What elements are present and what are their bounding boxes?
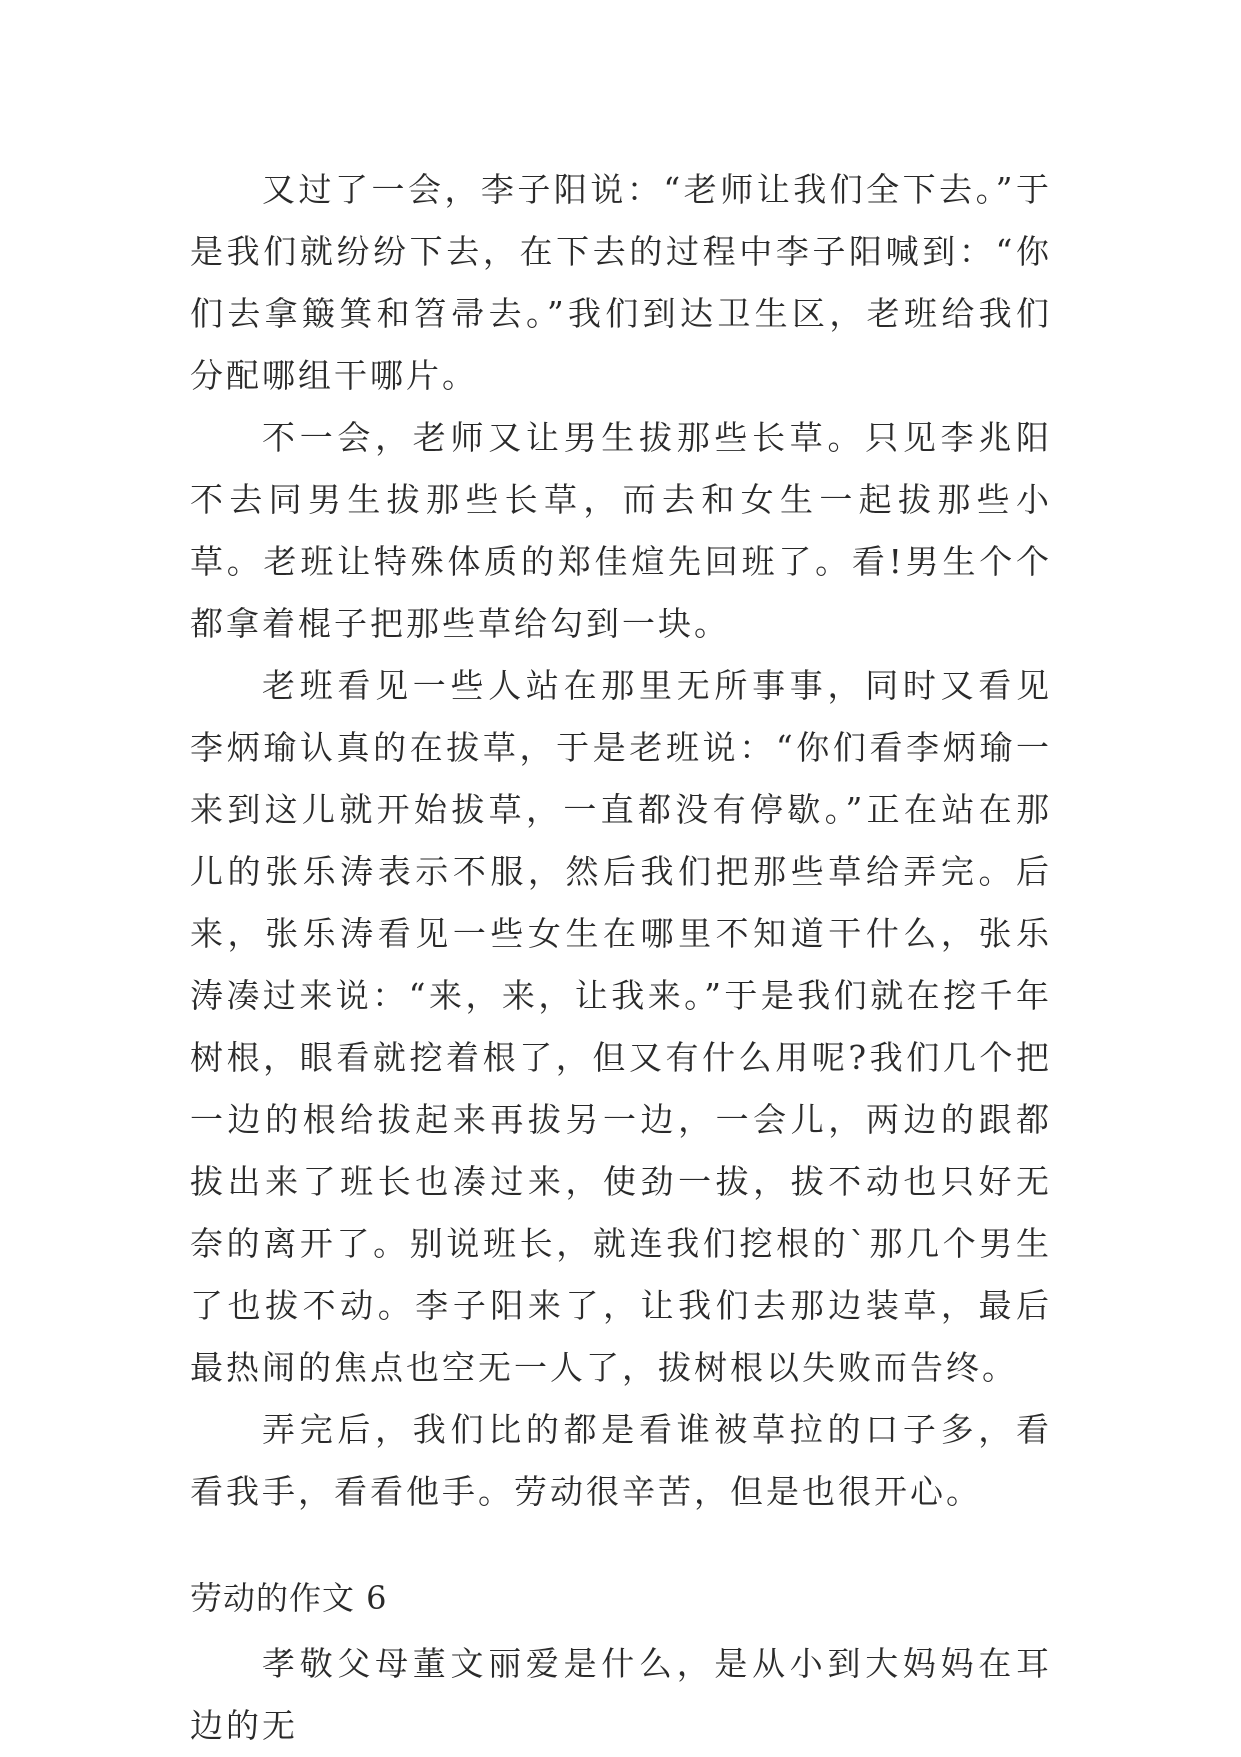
document-body: [190, 159, 1052, 1757]
section-heading: 劳动的作文 6: [190, 1579, 388, 1617]
paragraph: 弄完后，我们比的都是看谁被草拉的口子多，看看我手，看看他手。劳动很辛苦，但是也很开心。: [190, 1410, 1052, 1511]
paragraph: 不一会，老师又让男生拔那些长草。只见李兆阳不去同男生拔那些长草，而去和女生一起拔那些小草。老班让特殊体质的郑佳煊先回班了。看!男生个个都拿着棍子把那些草给勾到一块。: [190, 418, 1052, 643]
paragraph: 又过了一会，李子阳说：“老师让我们全下去。”于是我们就纷纷下去，在下去的过程中李子阳喊到：“你们去拿簸箕和笤帚去。”我们到达卫生区，老班给我们分配哪组干哪片。: [190, 170, 1052, 395]
paragraph: 孝敬父母董文丽爱是什么，是从小到大妈妈在耳边的无: [190, 1644, 1052, 1745]
paragraph: 老班看见一些人站在那里无所事事，同时又看见李炳瑜认真的在拔草，于是老班说：“你们看李炳瑜一来到这儿就开始拔草，一直都没有停歇。”正在站在那儿的张乐涛表示不服，然后我们把那些草给弄完。后来，张乐涛看见一些女生在哪里不知道干什么，张乐涛凑过来说：“来，来，让我来。”于是我们就在挖千年树根，眼看就挖着根了，但又有什么用呢?我们几个把一边的根给拔起来再拔另一边，一会儿，两边的跟都拔出来了班长也凑过来，使劲一拔，拔不动也只好无奈的离开了。别说班长，就连我们挖根的`那几个男生了也拔不动。李子阳来了，让我们去那边装草，最后最热闹的焦点也空无一人了，拔树根以失败而告终。: [190, 666, 1052, 1387]
